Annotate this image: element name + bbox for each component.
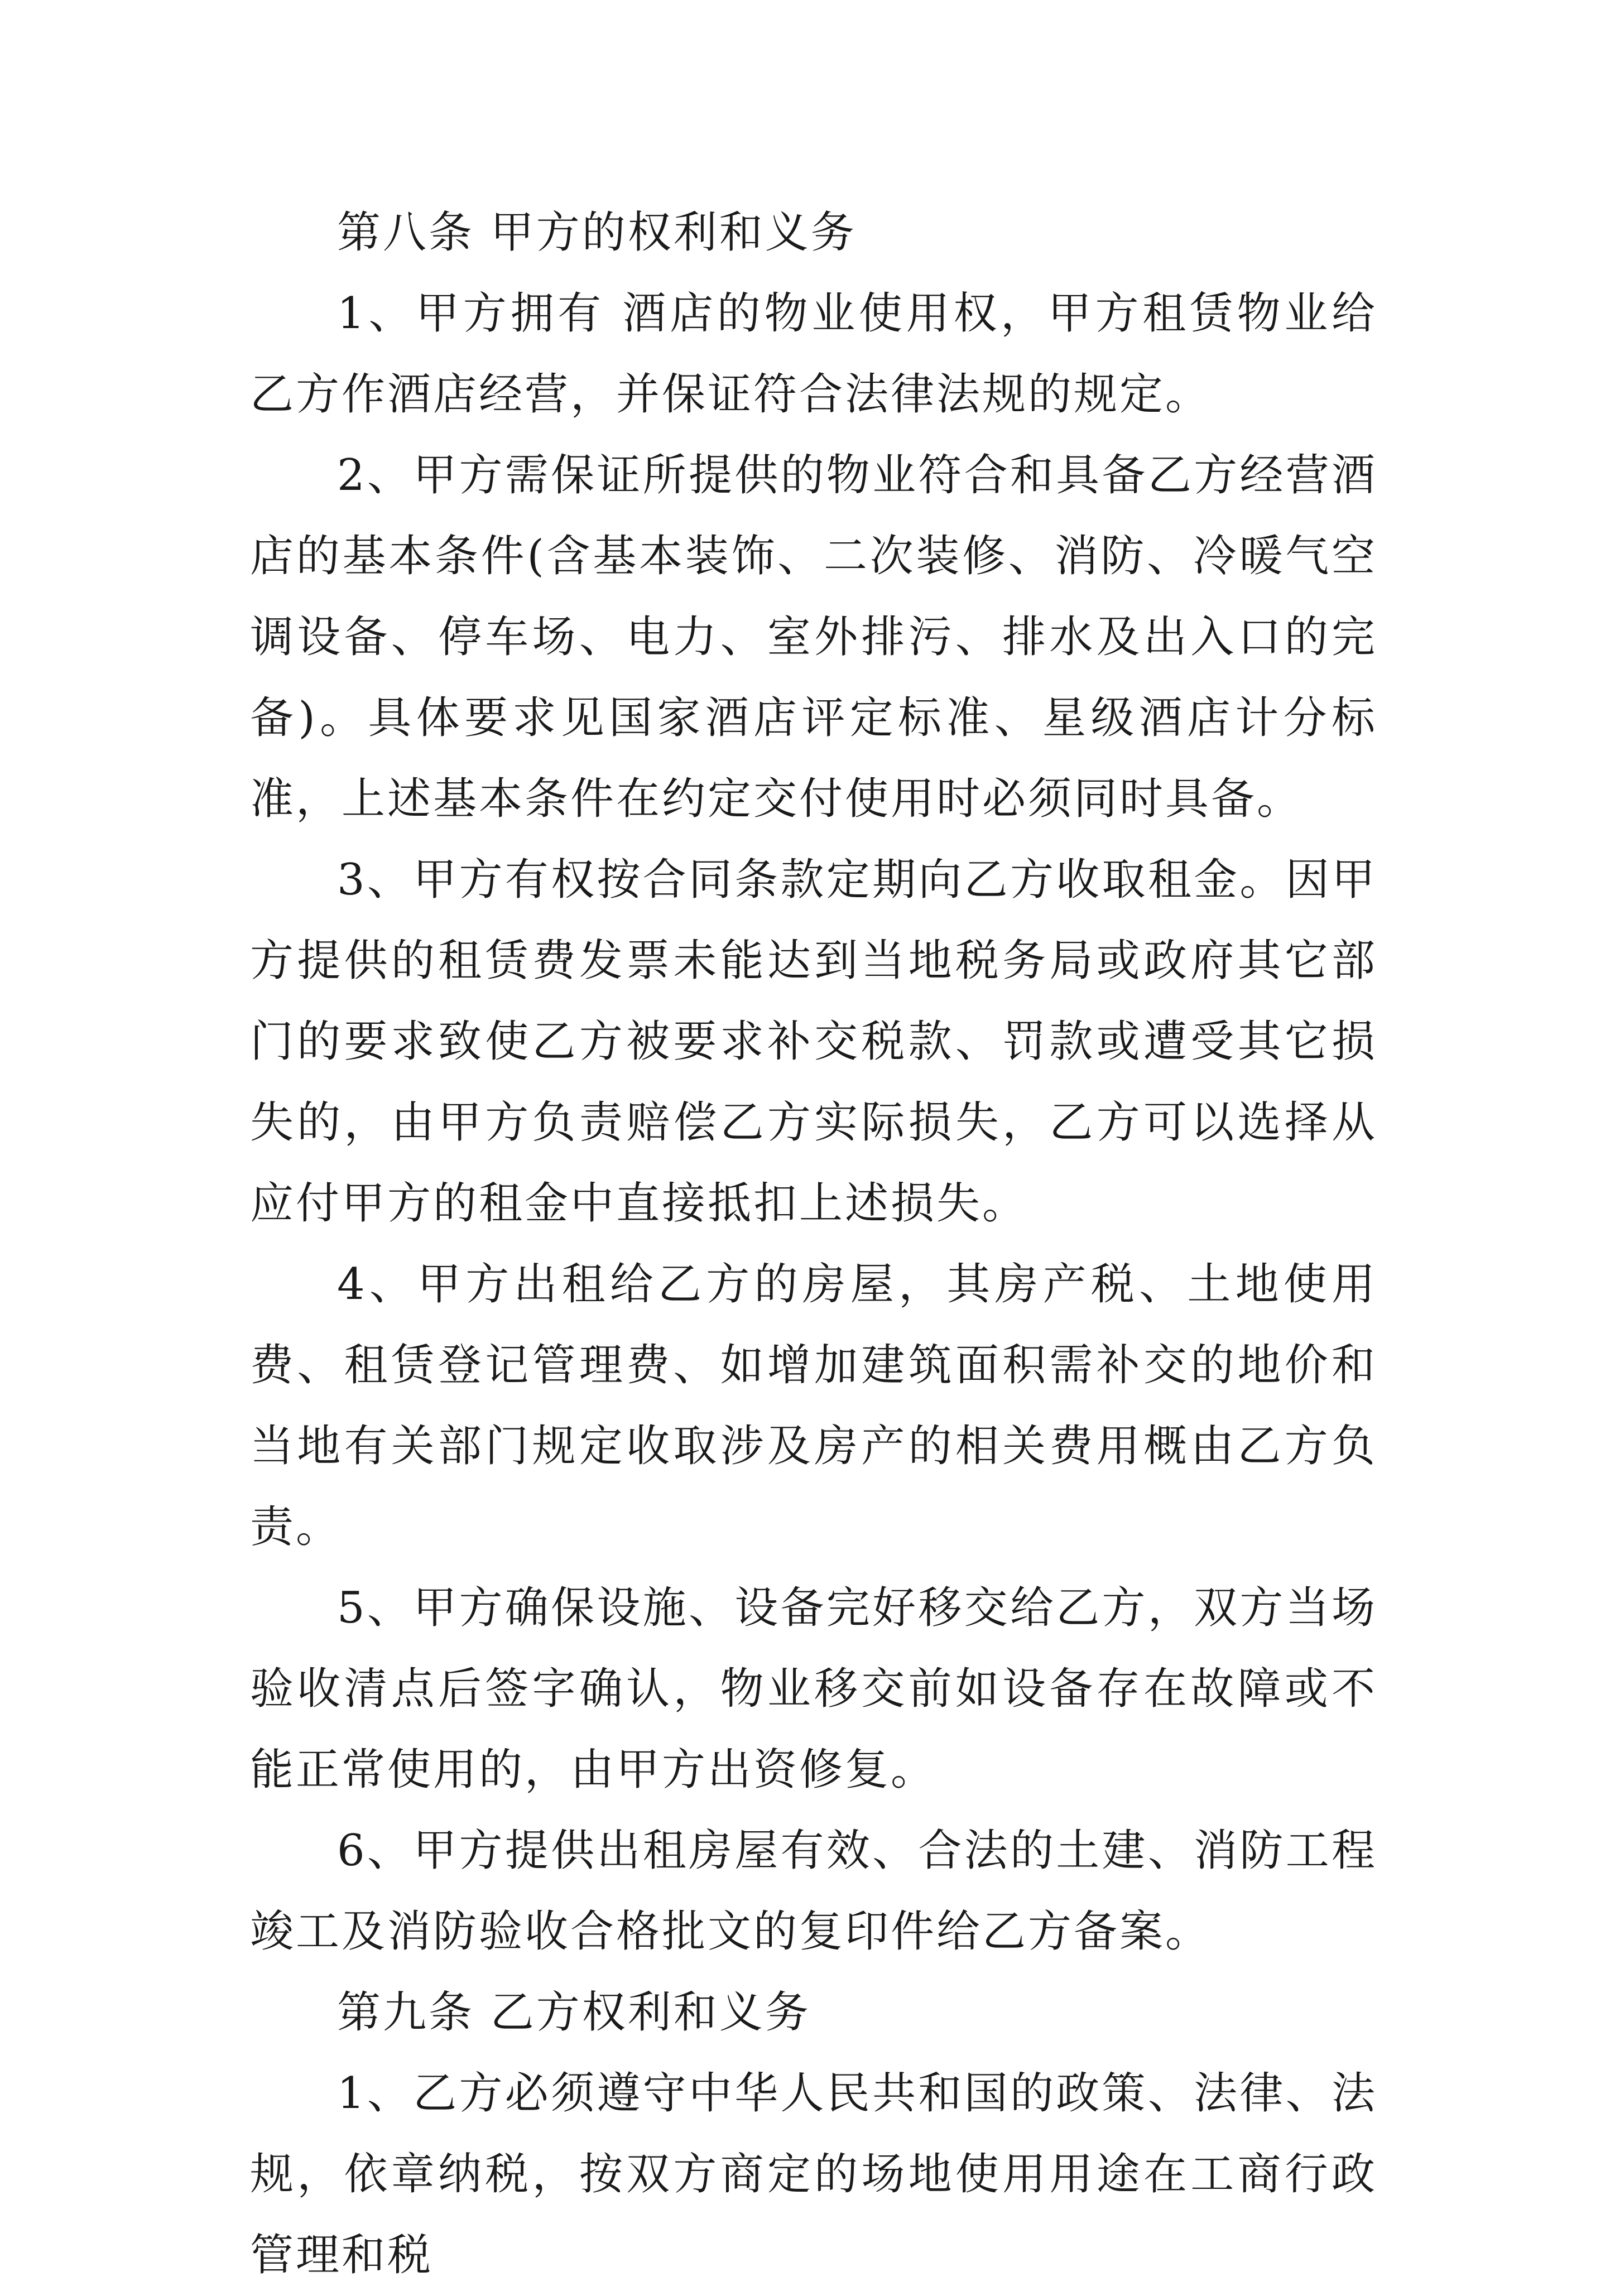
article-8-item-6: 6、甲方提供出租房屋有效、合法的土建、消防工程竣工及消防验收合格批文的复印件给乙方备案。 [250, 1826, 1377, 1957]
article-8-item-5: 5、甲方确保设施、设备完好移交给乙方，双方当场验收清点后签字确认，物业移交前如设备存在故障或不能正常使用的，由甲方出资修复。 [250, 1583, 1377, 1795]
article-9-heading: 第九条 乙方权利和义务 [337, 1987, 811, 2038]
article-9-item-1: 1、乙方必须遵守中华人民共和国的政策、法律、法规，依章纳税，按双方商定的场地使用用途在工商行政管理和税 [250, 2068, 1377, 2280]
article-8-item-1: 1、甲方拥有 酒店的物业使用权，甲方租赁物业给乙方作酒店经营，并保证符合法律法规的规定。 [250, 288, 1377, 420]
article-8-item-3: 3、甲方有权按合同条款定期向乙方收取租金。因甲方提供的租赁费发票未能达到当地税务局或政府其它部门的要求致使乙方被要求补交税款、罚款或遭受其它损失的，由甲方负责赔偿乙方实际损失，乙方可以选择从应付甲方的租金中直接抵扣上述损失。 [250, 855, 1377, 1229]
article-8-item-4: 4、甲方出租给乙方的房屋，其房产税、土地使用费、租赁登记管理费、如增加建筑面积需补交的地价和当地有关部门规定收取涉及房产的相关费用概由乙方负责。 [250, 1259, 1377, 1552]
article-8-item-2: 2、甲方需保证所提供的物业符合和具备乙方经营酒店的基本条件(含基本装饰、二次装修、消防、冷暖气空调设备、停车场、电力、室外排污、排水及出入口的完备)。具体要求见国家酒店评定标准、星级酒店计分标准，上述基本条件在约定交付使用时必须同时具备。 [250, 450, 1377, 824]
article-8-heading: 第八条 甲方的权利和义务 [337, 208, 857, 258]
document-body [250, 192, 1377, 2296]
